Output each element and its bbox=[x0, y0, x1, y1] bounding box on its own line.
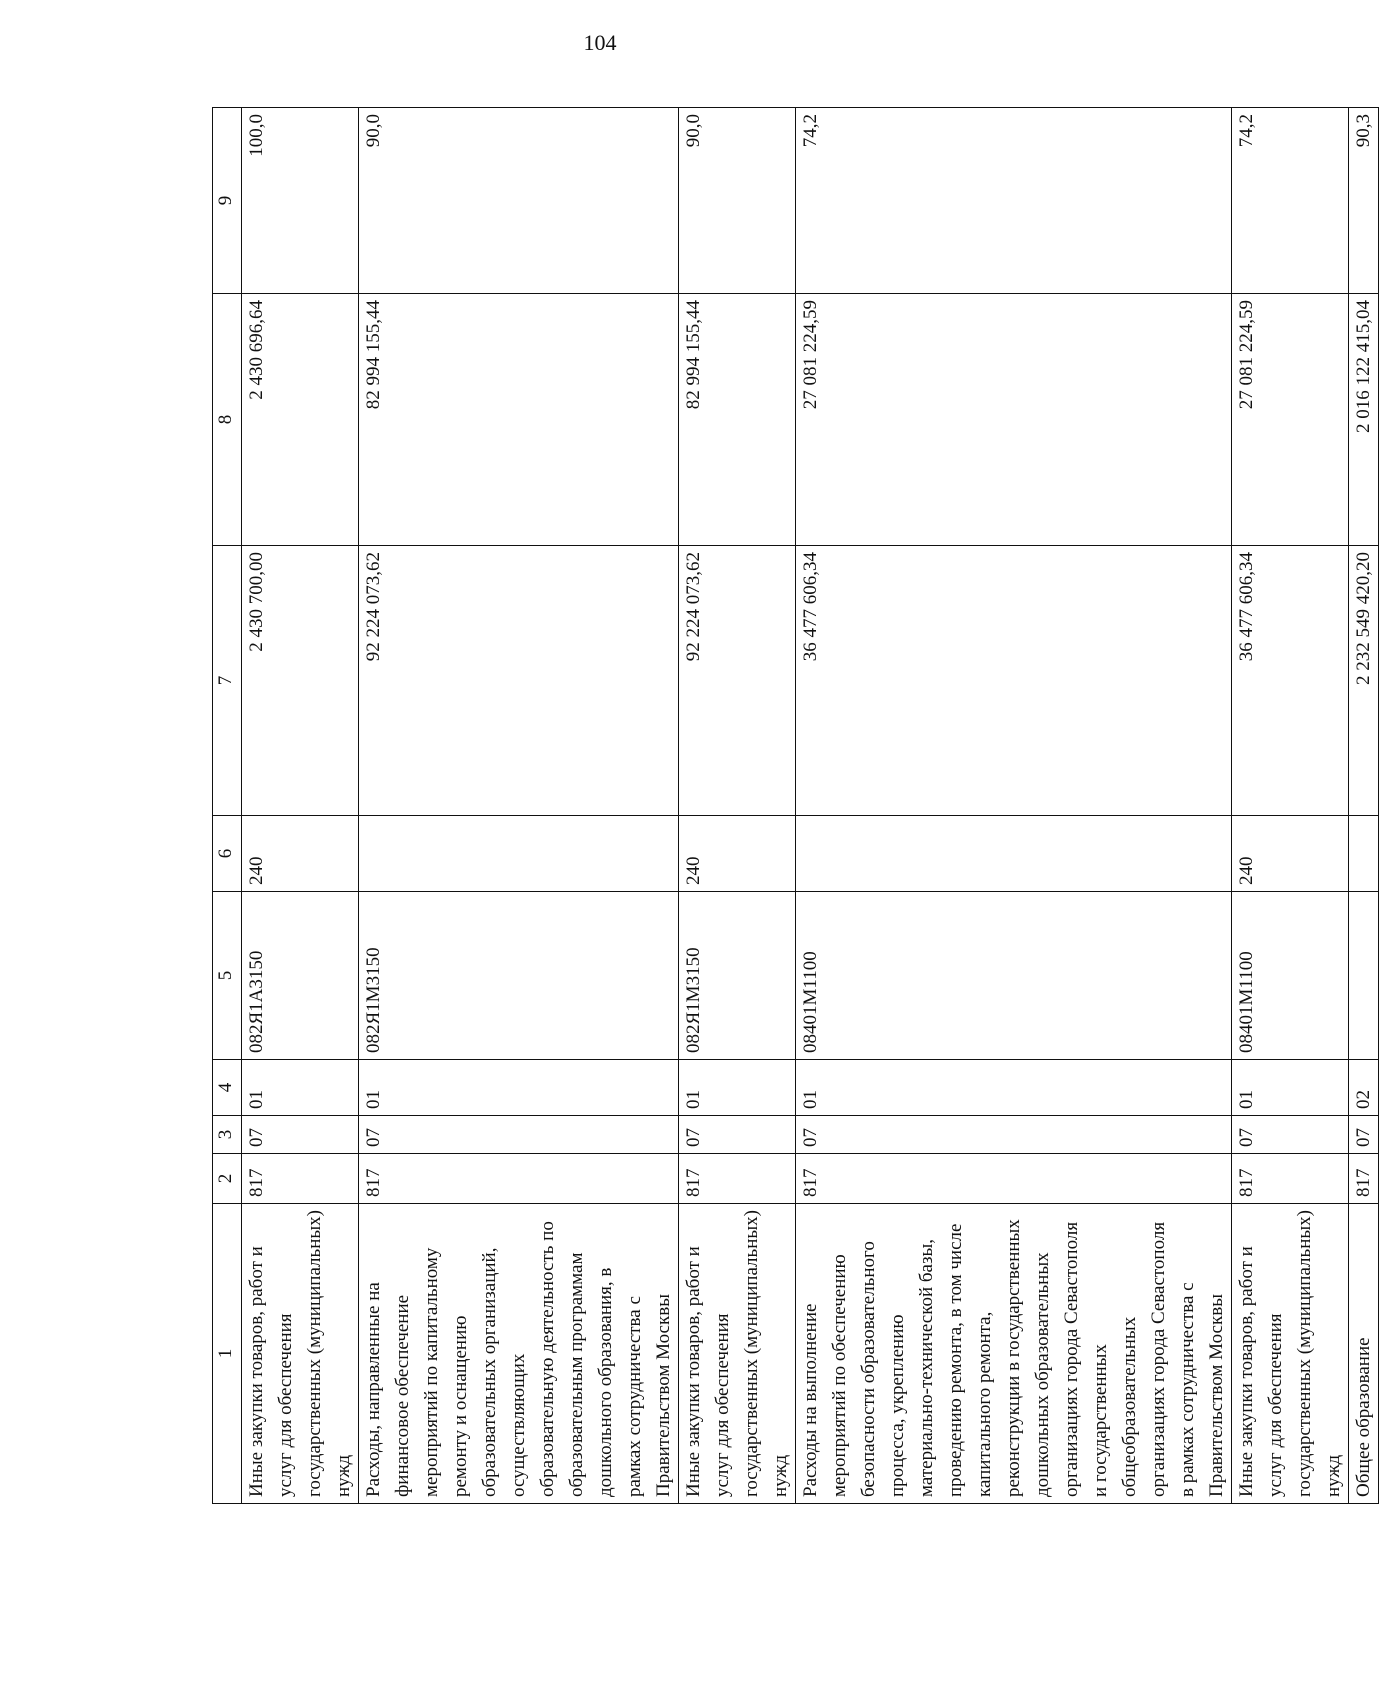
execution-percent: 74,2 bbox=[796, 108, 1232, 294]
header-cell: 1 bbox=[213, 1204, 242, 1504]
planned-amount: 92 224 073,62 bbox=[679, 546, 796, 816]
header-cell: 8 bbox=[213, 294, 242, 546]
section-code: 07 bbox=[679, 1116, 796, 1154]
budget-table bbox=[212, 107, 1379, 1504]
ministry-code: 817 bbox=[242, 1154, 359, 1204]
section-code: 07 bbox=[359, 1116, 679, 1154]
section-code: 07 bbox=[1349, 1116, 1379, 1154]
ministry-code: 817 bbox=[359, 1154, 679, 1204]
header-cell: 7 bbox=[213, 546, 242, 816]
target-article: 082Я1А3150 bbox=[242, 892, 359, 1060]
header-row bbox=[213, 108, 242, 1504]
section-code: 07 bbox=[796, 1116, 1232, 1154]
executed-amount: 2 430 696,64 bbox=[242, 294, 359, 546]
subsection-code: 01 bbox=[359, 1060, 679, 1116]
expense-name: Расходы на выполнение мероприятий по обеспечению безопасности образовательного процесса, укреплению материально-технической базы, проведению ремонта, в том числе капитального ремонта, реконструкции в государственных дошкольных образовательных организациях города Севастополя и государственных общеобразовательных организациях города Севастополя в рамках сотрудничества с Правительством Москвы bbox=[796, 1204, 1232, 1504]
subsection-code: 01 bbox=[796, 1060, 1232, 1116]
expense-type bbox=[1349, 816, 1379, 892]
ministry-code: 817 bbox=[679, 1154, 796, 1204]
table-row bbox=[796, 108, 1232, 1504]
target-article: 08401М1100 bbox=[796, 892, 1232, 1060]
executed-amount: 27 081 224,59 bbox=[1232, 294, 1349, 546]
subsection-code: 01 bbox=[242, 1060, 359, 1116]
table-row bbox=[1232, 108, 1349, 1504]
execution-percent: 90,0 bbox=[359, 108, 679, 294]
target-article: 082Я1М3150 bbox=[359, 892, 679, 1060]
executed-amount: 27 081 224,59 bbox=[796, 294, 1232, 546]
header-cell: 4 bbox=[213, 1060, 242, 1116]
header-cell: 9 bbox=[213, 108, 242, 294]
expense-name: Общее образование bbox=[1349, 1204, 1379, 1504]
subsection-code: 02 bbox=[1349, 1060, 1379, 1116]
subsection-code: 01 bbox=[1232, 1060, 1349, 1116]
table-row bbox=[1349, 108, 1379, 1504]
page-number: 104 bbox=[583, 30, 617, 55]
ministry-code: 817 bbox=[796, 1154, 1232, 1204]
expense-type: 240 bbox=[1232, 816, 1349, 892]
expense-type: 240 bbox=[242, 816, 359, 892]
executed-amount: 82 994 155,44 bbox=[359, 294, 679, 546]
rotated-table-sheet bbox=[212, 108, 1374, 1504]
execution-percent: 74,2 bbox=[1232, 108, 1349, 294]
planned-amount: 36 477 606,34 bbox=[796, 546, 1232, 816]
ministry-code: 817 bbox=[1232, 1154, 1349, 1204]
section-code: 07 bbox=[242, 1116, 359, 1154]
expense-name: Расходы, направленные на финансовое обеспечение мероприятий по капитальному ремонту и оснащению образовательных организаций, осуществляющих образовательную деятельность по образовательным программам дошкольного образования, в рамках сотрудничества с Правительством Москвы bbox=[359, 1204, 679, 1504]
expense-name: Иные закупки товаров, работ и услуг для обеспечения государственных (муниципальных) нужд bbox=[1232, 1204, 1349, 1504]
header-cell: 2 bbox=[213, 1154, 242, 1204]
table-row bbox=[242, 108, 359, 1504]
execution-percent: 90,3 bbox=[1349, 108, 1379, 294]
ministry-code: 817 bbox=[1349, 1154, 1379, 1204]
executed-amount: 2 016 122 415,04 bbox=[1349, 294, 1379, 546]
expense-type: 240 bbox=[679, 816, 796, 892]
target-article: 08401М1100 bbox=[1232, 892, 1349, 1060]
subsection-code: 01 bbox=[679, 1060, 796, 1116]
section-code: 07 bbox=[1232, 1116, 1349, 1154]
executed-amount: 82 994 155,44 bbox=[679, 294, 796, 546]
planned-amount: 2 430 700,00 bbox=[242, 546, 359, 816]
header-cell: 5 bbox=[213, 892, 242, 1060]
expense-type bbox=[796, 816, 1232, 892]
header-cell: 3 bbox=[213, 1116, 242, 1154]
expense-name: Иные закупки товаров, работ и услуг для обеспечения государственных (муниципальных) нужд bbox=[242, 1204, 359, 1504]
planned-amount: 2 232 549 420,20 bbox=[1349, 546, 1379, 816]
target-article: 082Я1М3150 bbox=[679, 892, 796, 1060]
table-row bbox=[679, 108, 796, 1504]
expense-type bbox=[359, 816, 679, 892]
header-cell: 6 bbox=[213, 816, 242, 892]
execution-percent: 90,0 bbox=[679, 108, 796, 294]
expense-name: Иные закупки товаров, работ и услуг для обеспечения государственных (муниципальных) нужд bbox=[679, 1204, 796, 1504]
planned-amount: 92 224 073,62 bbox=[359, 546, 679, 816]
table-row bbox=[359, 108, 679, 1504]
planned-amount: 36 477 606,34 bbox=[1232, 546, 1349, 816]
execution-percent: 100,0 bbox=[242, 108, 359, 294]
target-article bbox=[1349, 892, 1379, 1060]
